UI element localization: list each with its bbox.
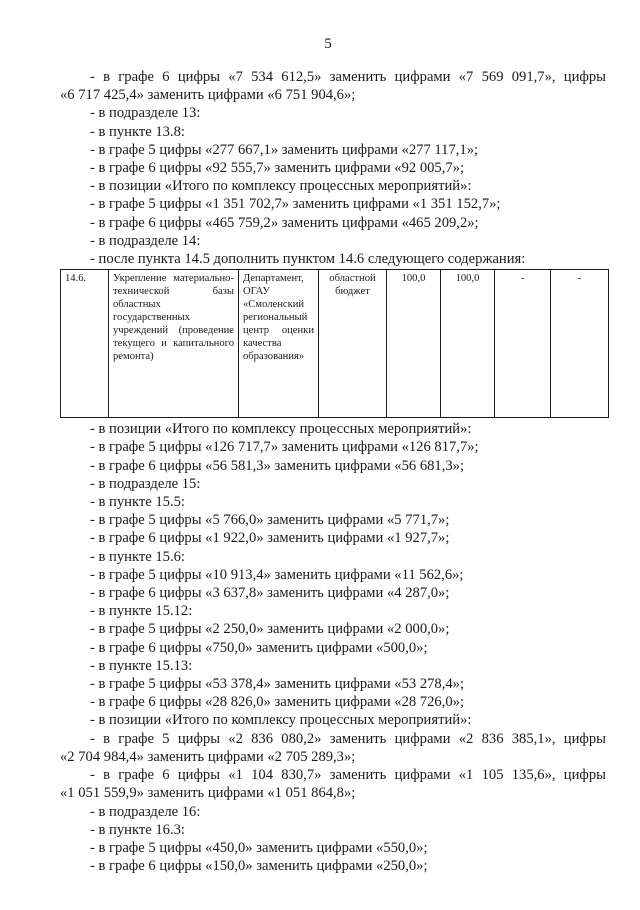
text-line: - в пункте 15.5:: [90, 494, 185, 511]
text-line: - в подразделе 13:: [90, 105, 201, 122]
cell-value-year2: -: [495, 270, 551, 418]
text-line: - в графе 5 цифры «10 913,4» заменить цифрами «11 562,6»;: [90, 566, 464, 583]
text-line: - в графе 5 цифры «1 351 702,7» заменить цифрами «1 351 152,7»;: [90, 196, 501, 213]
text-line: - в подразделе 16:: [90, 803, 201, 820]
table-row: [61, 270, 609, 418]
cell-value-total: 100,0: [387, 270, 441, 418]
text-block-before-table: [60, 68, 606, 268]
text-line: - в графе 6 цифры «3 637,8» заменить цифрами «4 287,0»;: [90, 585, 450, 602]
page-number: 5: [324, 36, 332, 52]
text-line: - в графе 6 цифры «1 922,0» заменить цифрами «1 927,7»;: [90, 530, 450, 547]
text-line: - в пункте 15.12:: [90, 603, 193, 620]
text-line: - в пункте 15.6:: [90, 548, 185, 565]
text-line: - в графе 5 цифры «5 766,0» заменить цифрами «5 771,7»;: [90, 512, 450, 529]
text-line: - в позиции «Итого по комплексу процессных мероприятий»:: [90, 712, 472, 729]
text-line: - в графе 5 цифры «450,0» заменить цифрами «550,0»;: [90, 839, 428, 856]
text-line: - в подразделе 14:: [90, 232, 201, 249]
cell-value-year1: 100,0: [441, 270, 495, 418]
text-line: - в графе 5 цифры «53 378,4» заменить цифрами «53 278,4»;: [90, 676, 465, 693]
text-line: - в графе 6 цифры «1 104 830,7» заменить цифрами «1 105 135,6», цифры: [90, 767, 606, 784]
document-body: [60, 68, 606, 875]
text-line: - в графе 6 цифры «7 534 612,5» заменить цифрами «7 569 091,7», цифры: [90, 69, 606, 85]
cell-funding-source: областной бюджет: [319, 270, 387, 418]
cell-activity-name: Укрепление материально-технической базы областных государственных учреждений (проведение текущего и капитального ремонта): [109, 270, 239, 418]
text-line: - после пункта 14.5 дополнить пунктом 14.6 следующего содержания:: [90, 251, 526, 268]
text-line: «1 051 559,9» заменить цифрами «1 051 864,8»;: [60, 785, 356, 802]
text-line: - в пункте 15.13:: [90, 657, 193, 674]
text-line: - в пункте 13.8:: [90, 123, 185, 140]
text-line: - в графе 5 цифры «277 667,1» заменить цифрами «277 117,1»;: [90, 141, 479, 158]
text-line: - в графе 6 цифры «750,0» заменить цифрами «500,0»;: [90, 639, 428, 656]
inserted-table: [60, 269, 609, 418]
text-line: - в графе 6 цифры «92 555,7» заменить цифрами «92 005,7»;: [90, 160, 465, 177]
text-line: - в графе 5 цифры «126 717,7» заменить цифрами «126 817,7»;: [90, 439, 479, 456]
text-line: «6 717 425,4» заменить цифрами «6 751 904,6»;: [60, 87, 356, 104]
text-line: - в графе 6 цифры «28 826,0» заменить цифрами «28 726,0»;: [90, 694, 465, 711]
text-line: - в позиции «Итого по комплексу процессных мероприятий»:: [90, 178, 472, 195]
cell-executor: Департамент, ОГАУ «Смоленский региональный центр оценки качества образования»: [239, 270, 319, 418]
text-line: - в графе 6 цифры «465 759,2» заменить цифрами «465 209,2»;: [90, 214, 479, 231]
text-line: - в графе 6 цифры «150,0» заменить цифрами «250,0»;: [90, 858, 428, 875]
cell-value-year3: -: [551, 270, 609, 418]
text-block-after-table: [60, 420, 606, 875]
text-line: «2 704 984,4» заменить цифрами «2 705 289,3»;: [60, 748, 356, 765]
text-line: - в пункте 16.3:: [90, 821, 185, 838]
cell-item-number: 14.6.: [61, 270, 109, 418]
text-line: - в графе 5 цифры «2 250,0» заменить цифрами «2 000,0»;: [90, 621, 450, 638]
text-line: - в графе 6 цифры «56 581,3» заменить цифрами «56 681,3»;: [90, 457, 465, 474]
text-line: - в позиции «Итого по комплексу процессных мероприятий»:: [90, 421, 472, 438]
text-line: - в графе 5 цифры «2 836 080,2» заменить цифрами «2 836 385,1», цифры: [90, 730, 606, 747]
text-line: - в подразделе 15:: [90, 475, 201, 492]
